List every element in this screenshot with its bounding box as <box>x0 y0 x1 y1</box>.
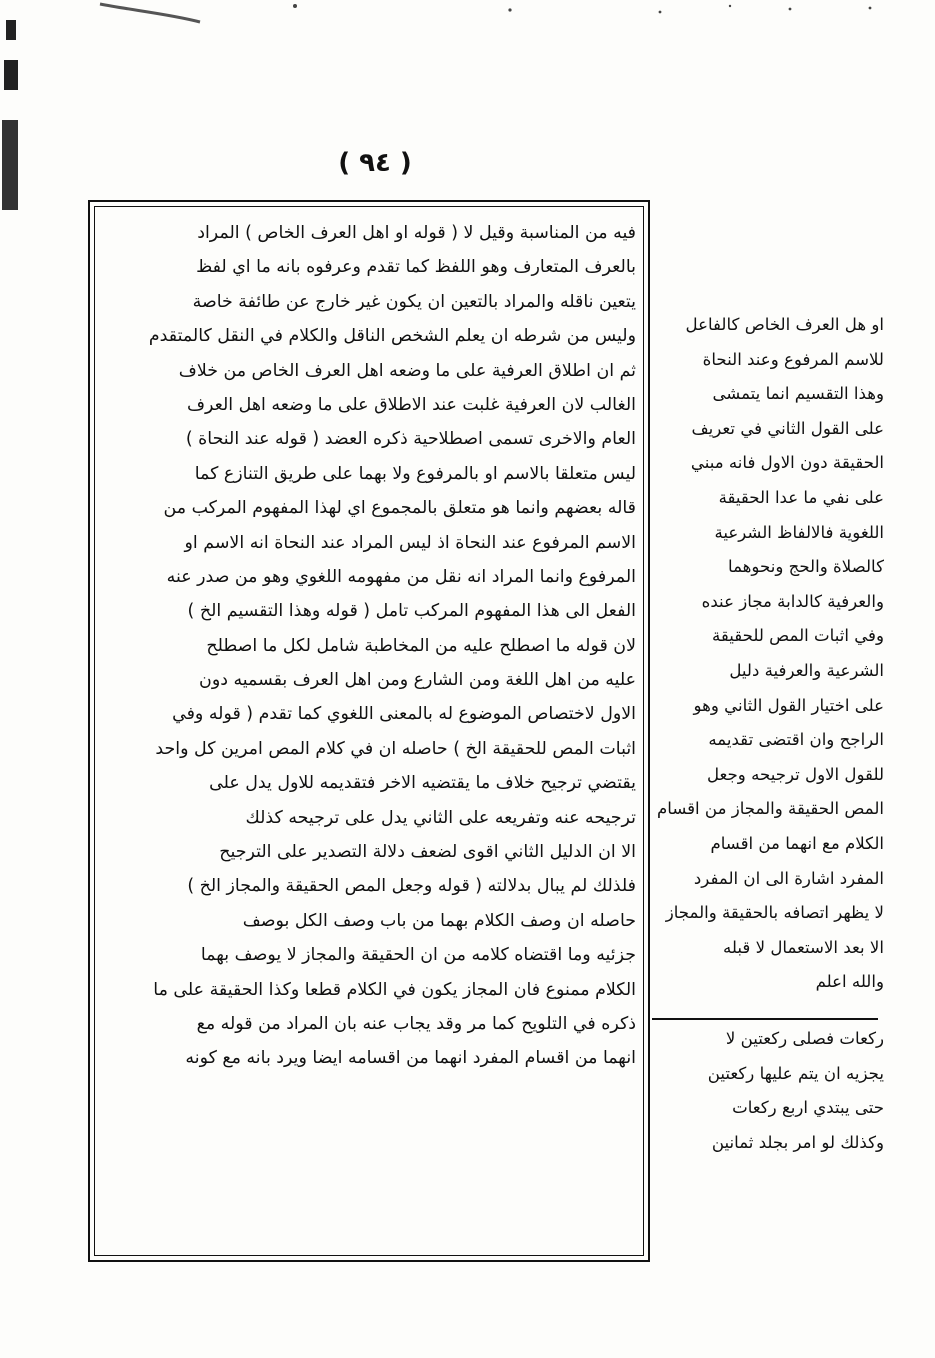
main-text-line: الفعل الى هذا المفهوم المركب تامل ( قوله وهذا التقسيم الخ ) <box>187 601 636 622</box>
main-text-line: وليس من شرطه ان يعلم الشخص الناقل والكلام في النقل كالمتقدم <box>148 326 636 347</box>
margin-text-line: لا يظهر اتصافه بالحقيقة والمجاز <box>665 903 884 923</box>
main-text-line: الاول لاختصاص الموضوع له بالمعنى اللغوي كما تقدم ( قوله وفي <box>172 704 636 725</box>
margin-text-line: والله اعلم <box>815 972 884 992</box>
main-text-line: يتعين ناقله والمراد بالتعين ان يكون غير خارج عن طائفة خاصة <box>192 291 636 312</box>
margin-text-line: كالصلاة والحج ونحوهما <box>728 557 884 577</box>
margin-text-line: ركعات فصلى ركعتين لا <box>725 1029 884 1048</box>
margin-text-line: يجزيه ان يتم عليها ركعتين <box>707 1063 884 1083</box>
main-text-line: بالعرف المتعارف وهو اللفظ كما تقدم وعرفوه بانه ما اي لفظ <box>196 257 636 278</box>
margin-text-line: الراجح وان اقتضى تقديمه <box>708 730 884 750</box>
margin-text-line: الشرعية والعرفية دليل <box>729 660 884 680</box>
margin-text-line: والعرفية كالدابة مجاز عنده <box>701 591 884 611</box>
main-text-line: فلذلك لم يبال بدلالته ( قوله وجعل المص الحقيقة والمجاز الخ ) <box>187 876 636 897</box>
margin-text-line: وفي اثبات المص للحقيقة <box>711 626 884 646</box>
main-text-line: لان قوله ما اصطلح عليه من المخاطبة شامل لكل ما اصطلح <box>206 635 636 656</box>
margin-text-line: وهذا التقسيم انما يتمشى <box>712 384 884 404</box>
margin-text-line: المص الحقيقة والمجاز من اقسام <box>656 799 884 819</box>
margin-text-line: للاسم المرفوع وعند النحاة <box>702 349 884 369</box>
main-text-line: العام والاخرى تسمى اصطلاحية ذكره العضد ( قوله عند النحاة ) <box>185 429 636 450</box>
main-text-line: ثم ان اطلاق العرفية على ما وضعه اهل العرف الخاص من خلاف <box>178 360 636 381</box>
margin-text-line: او هل العرف الخاص كالفاعل <box>685 315 884 334</box>
margin-divider <box>652 1018 878 1020</box>
main-text <box>100 216 636 1076</box>
margin-text-line: على نفي ما عدا الحقيقة <box>718 487 884 507</box>
main-text-line: قاله بعضهم وانما هو متعلق بالمجموع اي لهذا المفهوم المركب من <box>163 498 636 519</box>
margin-text-line: الكلام مع انهما من اقسام <box>710 833 884 853</box>
main-text-line: يقتضي ترجيح خلاف ما يقتضيه الاخر فتقديمه للاول يدل على <box>209 773 636 794</box>
main-text-line: الغالب لان العرفية غلبت عند الاطلاق على ما وضعه اهل العرف <box>187 394 636 415</box>
scan-edge-artifact <box>0 0 22 280</box>
margin-text <box>652 308 884 1000</box>
main-text-line: ترجيحه عنه وتفريعه على الثاني يدل على ترجيحه كذلك <box>245 807 636 828</box>
margin-text-line: اللغوية فالالفاظ الشرعية <box>714 522 884 542</box>
main-text-line: الا ان الدليل الثاني اقوى لضعف دلالة التصدير على الترجيح <box>219 842 636 863</box>
main-text-line: فيه من المناسبة وقيل لا ( قوله او اهل العرف الخاص ) المراد <box>197 223 636 243</box>
main-text-line: المرفوع وانما المراد انه نقل من مفهومه اللغوي وهو من صدر عنه <box>166 566 636 587</box>
main-text-line: عليه من اهل اللغة ومن الشارع ومن اهل العرف بقسميه دون <box>199 670 636 691</box>
page-number: ( ٩٤ ) <box>338 148 412 178</box>
main-text-line: الكلام ممنوع فان المجاز يكون في الكلام قطعا وكذا الحقيقة على ما <box>153 979 636 1000</box>
margin-text-line: الا بعد الاستعمال لا قبله <box>723 937 884 957</box>
margin-text-line: للقول الاول ترجيحه وجعل <box>706 764 884 784</box>
scan-top-artifact <box>90 0 910 26</box>
main-text-line: انهما من اقسام المفرد انهما من اقسامه ايضا ويرد بانه مع كونه <box>185 1048 636 1069</box>
margin-text-continued <box>652 1022 884 1160</box>
margin-text-line: على القول الثاني في تعريف <box>691 418 884 438</box>
margin-text-line: المفرد اشارة الى ان المفرد <box>693 868 884 888</box>
margin-text-line: حتى يبتدي اربع ركعات <box>732 1098 884 1118</box>
margin-text-line: وكذلك لو امر بجلد ثمانين <box>711 1132 884 1152</box>
main-text-line: ليس متعلقا بالاسم او بالمرفوع ولا بهما على طريق التنازع كما <box>194 463 636 484</box>
main-text-line: الاسم المرفوع عند النحاة اذ ليس المراد عند النحاة انه الاسم او <box>184 532 636 553</box>
main-text-line: جزئيه وما اقتضاه كلامه من ان الحقيقة والمجاز لا يوصف بهما <box>200 945 636 966</box>
margin-text-line: على اختيار القول الثاني وهو <box>693 695 884 715</box>
main-text-line: ذكره في التلويح كما مر وقد يجاب عنه بان المراد من قوله مع <box>196 1013 636 1034</box>
margin-text-line: الحقيقة دون الاول فانه مبني <box>690 453 884 473</box>
main-text-line: اثبات المص للحقيقة الخ ) حاصله ان في كلام المص امرين كل واحد <box>155 738 636 759</box>
main-text-line: حاصله ان وصف الكلام بهما من باب وصف الكل بوصف <box>242 910 636 931</box>
